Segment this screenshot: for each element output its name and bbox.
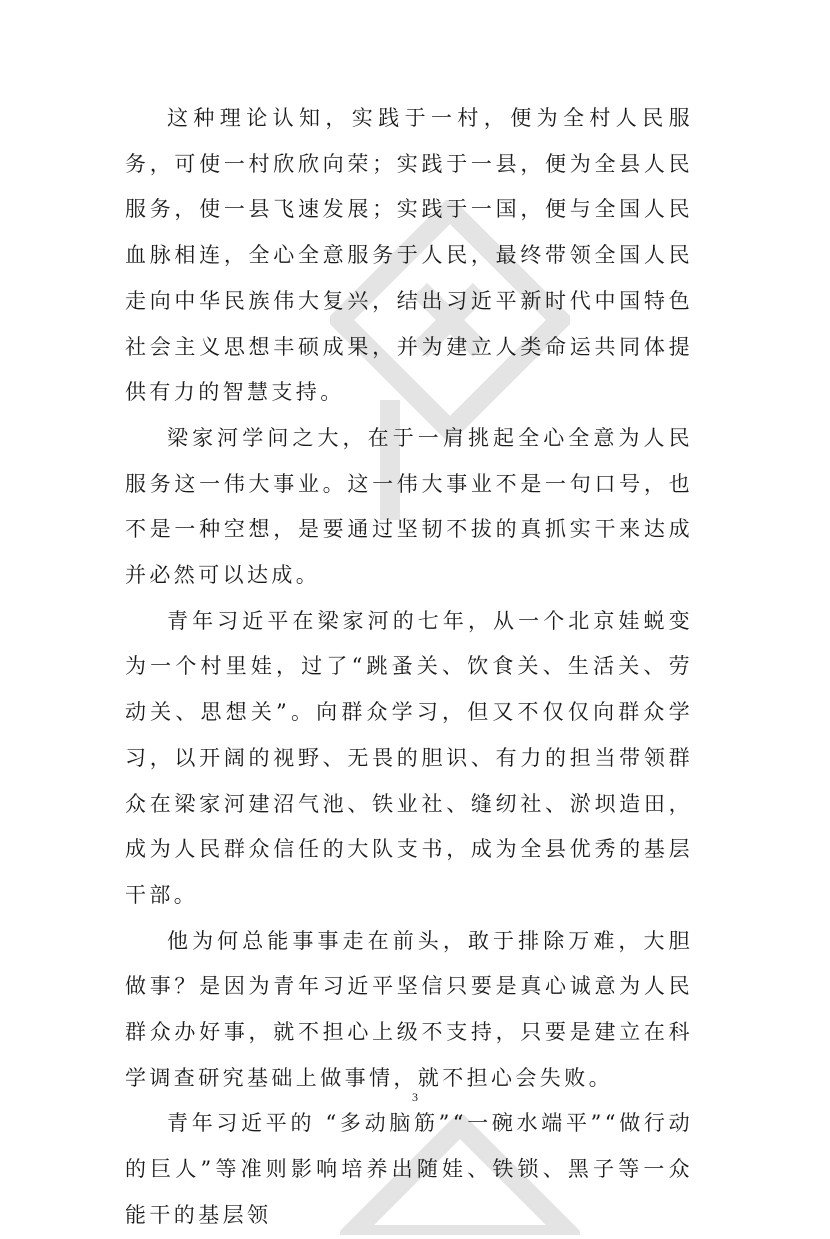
- document-body: [125, 96, 693, 1239]
- paragraph: 青年习近平在梁家河的七年，从一个北京娃蜕变为一个村里娃，过了“跳蚤关、饮食关、生活关、劳动关、思想关”。向群众学习，但又不仅仅向群众学习，以开阔的视野、无畏的胆识、有力的担当带领群众在梁家河建沼气池、铁业社、缝纫社、淤坝造田，成为人民群众信任的大队支书，成为全县优秀的基层干部。: [125, 608, 693, 907]
- page-number: 3: [412, 1090, 418, 1104]
- paragraph: 他为何总能事事走在前头，敢于排除万难，大胆做事？是因为青年习近平坚信只要是真心诚意为人民群众办好事，就不担心上级不支持，只要是建立在科学调查研究基础上做事情，就不担心会失败。: [125, 928, 693, 1090]
- paragraph: 青年习近平的 “多动脑筋”“一碗水端平”“做行动的巨人”等准则影响培养出随娃、铁锁、黑子等一众能干的基层领: [125, 1111, 693, 1227]
- paragraph: 梁家河学问之大，在于一肩挑起全心全意为人民服务这一伟大事业。这一伟大事业不是一句口号，也不是一种空想，是要通过坚韧不拔的真抓实干来达成并必然可以达成。: [125, 425, 693, 588]
- paragraph: 这种理论认知，实践于一村，便为全村人民服务，可使一村欣欣向荣；实践于一县，便为全县人民服务，使一县飞速发展；实践于一国，便与全国人民血脉相连，全心全意服务于人民，最终带领全国人民走向中华民族伟大复兴，结出习近平新时代中国特色社会主义思想丰硕成果，并为建立人类命运共同体提供有力的智慧支持。: [125, 106, 693, 405]
